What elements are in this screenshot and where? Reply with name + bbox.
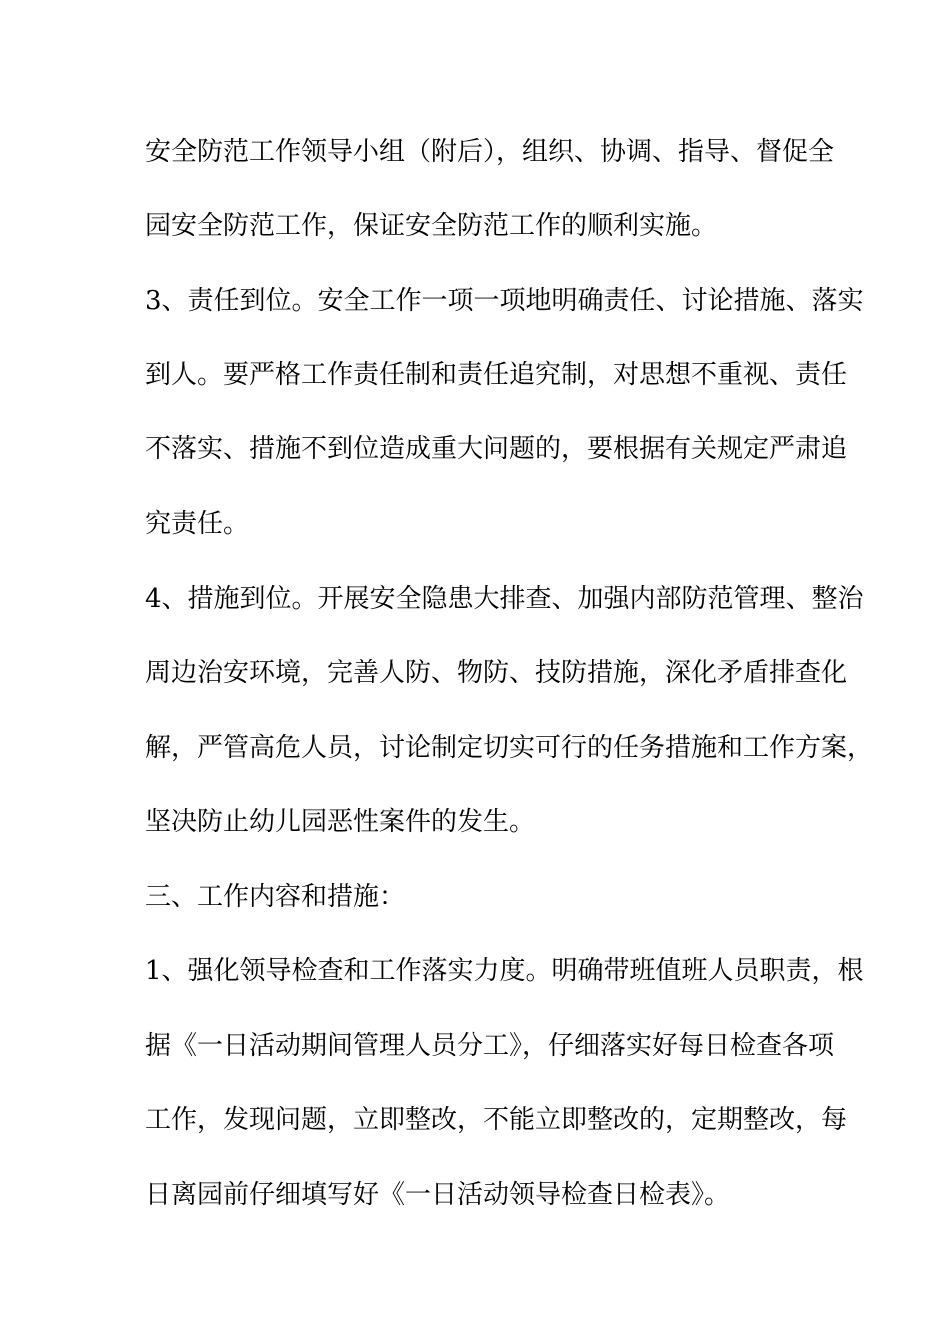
text-line: 解，严管高危人员，讨论制定切实可行的任务措施和工作方案， bbox=[145, 733, 874, 763]
text-line: 坚决防止幼儿园恶性案件的发生。 bbox=[145, 807, 536, 837]
text-line: 安全防范工作领导小组（附后），组织、协调、指导、督促全 bbox=[145, 137, 835, 167]
text-line: 工作，发现问题，立即整改，不能立即整改的，定期整改，每 bbox=[145, 1105, 848, 1135]
text-line: 园安全防范工作，保证安全防范工作的顺利实施。 bbox=[145, 211, 718, 241]
text-line: 不落实、措施不到位造成重大问题的，要根据有关规定严肃追 bbox=[145, 434, 848, 464]
text-line: 3、责任到位。安全工作一项一项地明确责任、讨论措施、落实 bbox=[145, 286, 864, 316]
text-line: 1、强化领导检查和工作落实力度。明确带班值班人员职责，根 bbox=[145, 956, 864, 986]
section-heading: 三、工作内容和措施： bbox=[145, 882, 406, 912]
text-line: 4、措施到位。开展安全隐患大排查、加强内部防范管理、整治 bbox=[145, 584, 864, 614]
text-line: 究责任。 bbox=[145, 509, 250, 539]
text-line: 周边治安环境，完善人防、物防、技防措施，深化矛盾排查化 bbox=[145, 658, 848, 688]
text-line: 到人。要严格工作责任制和责任追究制，对思想不重视、责任 bbox=[145, 360, 848, 390]
text-line: 据《一日活动期间管理人员分工》，仔细落实好每日检查各项 bbox=[145, 1031, 835, 1061]
text-line: 日离园前仔细填写好《一日活动领导检查日检表》。 bbox=[145, 1180, 731, 1210]
